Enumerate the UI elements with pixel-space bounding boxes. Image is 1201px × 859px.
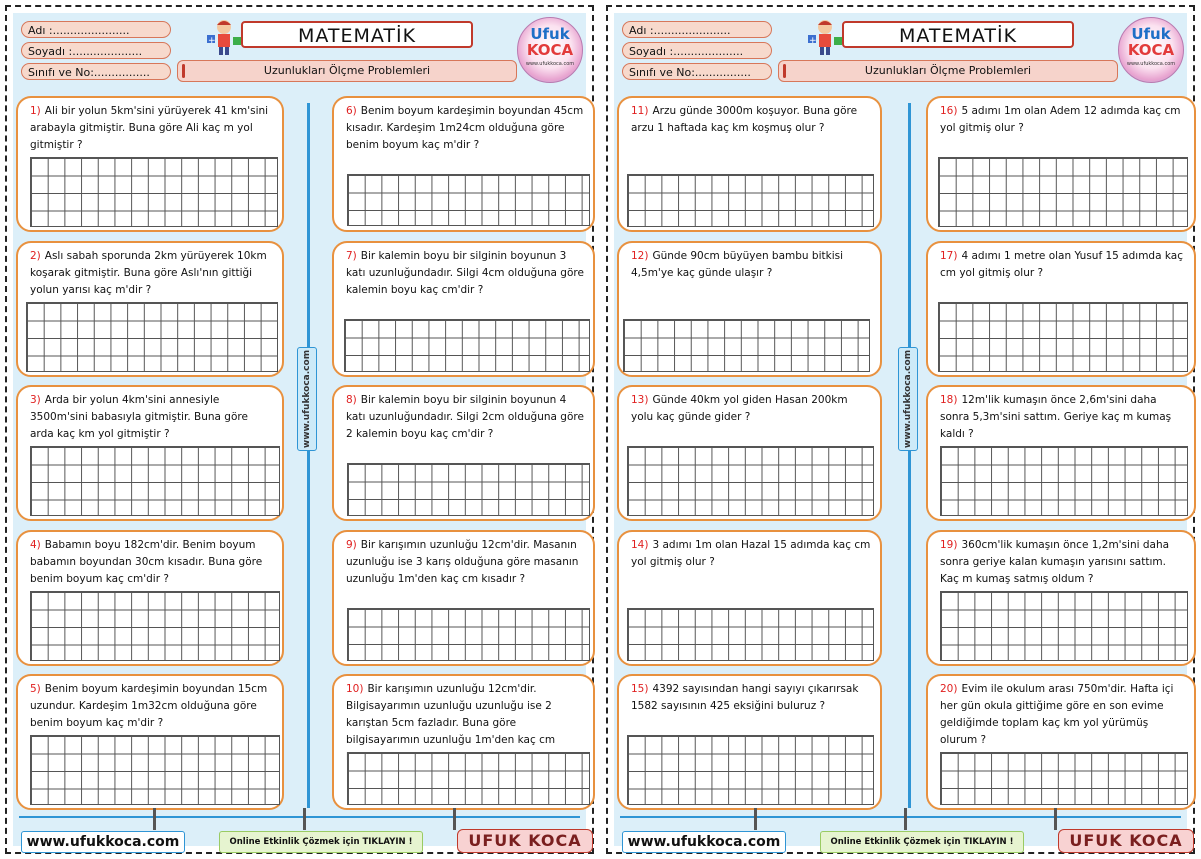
ufuk-koca-logo[interactable] — [517, 17, 583, 83]
column-divider — [908, 103, 911, 808]
svg-text:+: + — [809, 36, 817, 46]
answer-grid[interactable] — [347, 752, 590, 805]
problem-text — [631, 392, 872, 426]
problem-card — [332, 530, 595, 666]
answer-grid[interactable] — [627, 735, 874, 805]
ufuk-koca-logo[interactable] — [1118, 17, 1184, 83]
name-field[interactable]: Adı :...................... — [622, 21, 772, 38]
side-site-label[interactable] — [297, 347, 317, 451]
problem-text — [30, 681, 274, 732]
logo-url: www.ufukkoca.com — [1126, 61, 1176, 67]
chain-decoration — [153, 808, 156, 830]
problem-card — [926, 96, 1196, 232]
problem-statement: 5 adımı 1m olan Adem 12 adımda kaç cm yol gitmiş olur ? — [940, 105, 1181, 134]
problem-statement: Bir kalemin boyu bir silginin boyunun 4 katı uzunluğundadır. Silgi 2cm olduğuna göre 2 kalemin boyu kaç cm'dir ? — [346, 394, 584, 440]
class-field[interactable]: Sınıfı ve No:................ — [622, 63, 772, 80]
chain-decoration — [1054, 808, 1057, 830]
problem-number: 1) — [30, 105, 41, 117]
problem-statement: Ali bir yolun 5km'sini yürüyerek 41 km'sini arabayla gitmiştir. Buna göre Ali kaç m yol gitmiştir ? — [30, 105, 269, 151]
problem-text — [631, 681, 872, 715]
problem-text — [30, 537, 274, 588]
problem-card — [16, 674, 284, 810]
problem-number: 7) — [346, 250, 357, 262]
problem-number: 6) — [346, 105, 357, 117]
chain-decoration — [904, 808, 907, 830]
problem-card — [332, 241, 595, 377]
answer-grid[interactable] — [30, 446, 280, 516]
answer-grid[interactable] — [344, 319, 590, 372]
problem-text — [940, 103, 1186, 137]
side-site-text: www.ufukkoca.com — [903, 349, 913, 449]
answer-grid[interactable] — [347, 174, 590, 226]
worksheet-page-1 — [5, 5, 594, 854]
problem-text — [346, 248, 585, 299]
problem-card — [332, 674, 595, 810]
chain-decoration — [453, 808, 456, 830]
online-activity-button[interactable]: Online Etkinlik Çözmek için TIKLAYIN ! — [820, 831, 1024, 853]
problem-number: 3) — [30, 394, 41, 406]
problem-number: 18) — [940, 394, 958, 406]
problem-statement: Arzu günde 3000m koşuyor. Buna göre arzu 1 haftada kaç km koşmuş olur ? — [631, 105, 858, 134]
footer-divider — [19, 816, 580, 818]
svg-text:+: + — [208, 36, 216, 46]
problem-card — [16, 96, 284, 232]
problem-text — [631, 103, 872, 137]
problem-statement: Bir kalemin boyu bir silginin boyunun 3 katı uzunluğundadır. Silgi 4cm olduğuna göre kalemin boyu kaç cm'dir ? — [346, 250, 584, 296]
problem-number: 9) — [346, 539, 357, 551]
worksheet-page-2 — [606, 5, 1195, 854]
problem-card — [926, 241, 1196, 377]
problem-number: 19) — [940, 539, 958, 551]
problem-text — [346, 392, 585, 443]
problem-card — [332, 96, 595, 232]
problem-card — [16, 530, 284, 666]
problem-number: 13) — [631, 394, 649, 406]
chain-decoration — [303, 808, 306, 830]
answer-grid[interactable] — [30, 591, 280, 661]
problem-statement: 360cm'lik kumaşın önce 1,2m'sini daha sonra geriye kalan kumaşın yarısını sattım. Kaç m kumaş satmış oldum ? — [940, 539, 1170, 585]
problem-statement: 12m'lik kumaşın önce 2,6m'sini daha sonra 5,3m'sini sattım. Geriye kaç m kumaş kaldı ? — [940, 394, 1172, 440]
problem-number: 2) — [30, 250, 41, 262]
answer-grid[interactable] — [26, 302, 278, 372]
problem-statement: Babamın boyu 182cm'dir. Benim boyum babamın boyundan 30cm kısadır. Buna göre benim boyum kaç cm'dir ? — [30, 539, 263, 585]
problem-statement: Günde 40km yol giden Hasan 200km yolu kaç günde gider ? — [631, 394, 848, 423]
problem-statement: Aslı sabah sporunda 2km yürüyerek 10km koşarak gitmiştir. Buna göre Aslı'nın gittiği yolun yarısı kaç m'dir ? — [30, 250, 267, 296]
problem-statement: Benim boyum kardeşimin boyundan 45cm kısadır. Kardeşim 1m24cm olduğuna göre benim boyum kaç m'dir ? — [346, 105, 584, 151]
answer-grid[interactable] — [623, 319, 870, 372]
logo-text-ufuk: Ufuk — [530, 25, 570, 43]
online-activity-button[interactable]: Online Etkinlik Çözmek için TIKLAYIN ! — [219, 831, 423, 853]
problem-card — [617, 530, 882, 666]
footer-brand-button[interactable]: UFUK KOCA — [457, 829, 593, 853]
mascot-icon — [806, 17, 844, 57]
problem-number: 17) — [940, 250, 958, 262]
problem-text — [940, 248, 1186, 282]
answer-grid[interactable] — [940, 446, 1188, 516]
problem-card — [617, 96, 882, 232]
surname-field[interactable]: Soyadı :.................... — [21, 42, 171, 59]
problem-card — [16, 241, 284, 377]
name-field[interactable]: Adı :...................... — [21, 21, 171, 38]
problem-text — [346, 103, 585, 154]
footer-site-link[interactable]: www.ufukkoca.com — [21, 831, 185, 853]
problem-card — [617, 674, 882, 810]
problem-number: 16) — [940, 105, 958, 117]
logo-text-koca: KOCA — [1127, 41, 1175, 59]
problem-statement: 4392 sayısından hangi sayıyı çıkarırsak 1582 sayısının 425 eksiğini buluruz ? — [631, 683, 859, 712]
problem-text — [940, 681, 1186, 749]
answer-grid[interactable] — [938, 157, 1188, 227]
problem-text — [631, 537, 872, 571]
problem-text — [631, 248, 872, 282]
logo-url: www.ufukkoca.com — [525, 61, 575, 67]
answer-grid[interactable] — [347, 463, 590, 516]
problem-statement: 3 adımı 1m olan Hazal 15 adımda kaç cm yol gitmiş olur ? — [631, 539, 871, 568]
side-site-label[interactable] — [898, 347, 918, 451]
answer-grid[interactable] — [627, 446, 874, 516]
page-background — [614, 13, 1187, 850]
footer-divider — [620, 816, 1181, 818]
problem-statement: Bir karışımın uzunluğu 12cm'dir. Masanın uzunluğu ise 3 karış olduğuna göre masanın uzunluğu 1m'den kaç cm kısadır ? — [346, 539, 579, 585]
logo-text-ufuk: Ufuk — [1131, 25, 1171, 43]
problem-statement: 4 adımı 1 metre olan Yusuf 15 adımda kaç cm yol gitmiş olur ? — [940, 250, 1183, 279]
problem-number: 12) — [631, 250, 649, 262]
problem-card — [617, 241, 882, 377]
column-divider — [307, 103, 310, 808]
answer-grid[interactable] — [30, 735, 280, 805]
answer-grid[interactable] — [938, 302, 1188, 372]
answer-grid[interactable] — [627, 608, 874, 661]
class-field[interactable]: Sınıfı ve No:................ — [21, 63, 171, 80]
problem-card — [926, 674, 1196, 810]
problem-number: 10) — [346, 683, 364, 695]
problem-card — [16, 385, 284, 521]
problem-number: 14) — [631, 539, 649, 551]
problem-number: 8) — [346, 394, 357, 406]
page-title: MATEMATİK — [241, 21, 473, 48]
subtitle: Uzunlukları Ölçme Problemleri — [177, 60, 517, 82]
answer-grid[interactable] — [940, 752, 1188, 805]
surname-field[interactable]: Soyadı :.................... — [622, 42, 772, 59]
footer-site-link[interactable]: www.ufukkoca.com — [622, 831, 786, 853]
problem-text — [30, 392, 274, 443]
problem-number: 4) — [30, 539, 41, 551]
answer-grid[interactable] — [627, 174, 874, 227]
problem-number: 20) — [940, 683, 958, 695]
problem-statement: Arda bir yolun 4km'sini annesiyle 3500m'sini babasıyla gitmiştir. Buna göre arda kaç km yol gitmiştir ? — [30, 394, 248, 440]
answer-grid[interactable] — [940, 591, 1188, 661]
problem-number: 15) — [631, 683, 649, 695]
mascot-icon — [205, 17, 243, 57]
logo-text-koca: KOCA — [526, 41, 574, 59]
problem-text — [940, 392, 1186, 443]
problem-text — [30, 248, 274, 299]
subtitle: Uzunlukları Ölçme Problemleri — [778, 60, 1118, 82]
problem-text — [940, 537, 1186, 588]
page-title: MATEMATİK — [842, 21, 1074, 48]
problem-card — [926, 530, 1196, 666]
page-background — [13, 13, 586, 850]
problem-statement: Benim boyum kardeşimin boyundan 15cm uzundur. Kardeşim 1m32cm olduğuna göre benim boyum kaç m'dir ? — [30, 683, 268, 729]
answer-grid[interactable] — [347, 608, 590, 661]
problem-card — [332, 385, 595, 521]
problem-number: 5) — [30, 683, 41, 695]
problem-number: 11) — [631, 105, 649, 117]
answer-grid[interactable] — [30, 157, 278, 227]
problem-card — [926, 385, 1196, 521]
problem-card — [617, 385, 882, 521]
footer-brand-button[interactable]: UFUK KOCA — [1058, 829, 1194, 853]
problem-statement: Evim ile okulum arası 750m'dir. Hafta içi her gün okula gittiğime göre en son evime geldiğimde toplam kaç km yol yürümüş olurum ? — [940, 683, 1174, 746]
problem-statement: Günde 90cm büyüyen bambu bitkisi 4,5m'ye kaç günde ulaşır ? — [631, 250, 844, 279]
problem-text — [346, 537, 585, 588]
problem-text — [30, 103, 274, 154]
problem-statement: Bir karışımın uzunluğu 12cm'dir. Bilgisayarımın uzunluğu uzunluğu ise 2 karıştan 5cm fazladır. Buna göre bilgisayarımın uzunluğu 1m'den kaç cm — [346, 683, 556, 746]
chain-decoration — [754, 808, 757, 830]
side-site-text: www.ufukkoca.com — [302, 349, 312, 449]
